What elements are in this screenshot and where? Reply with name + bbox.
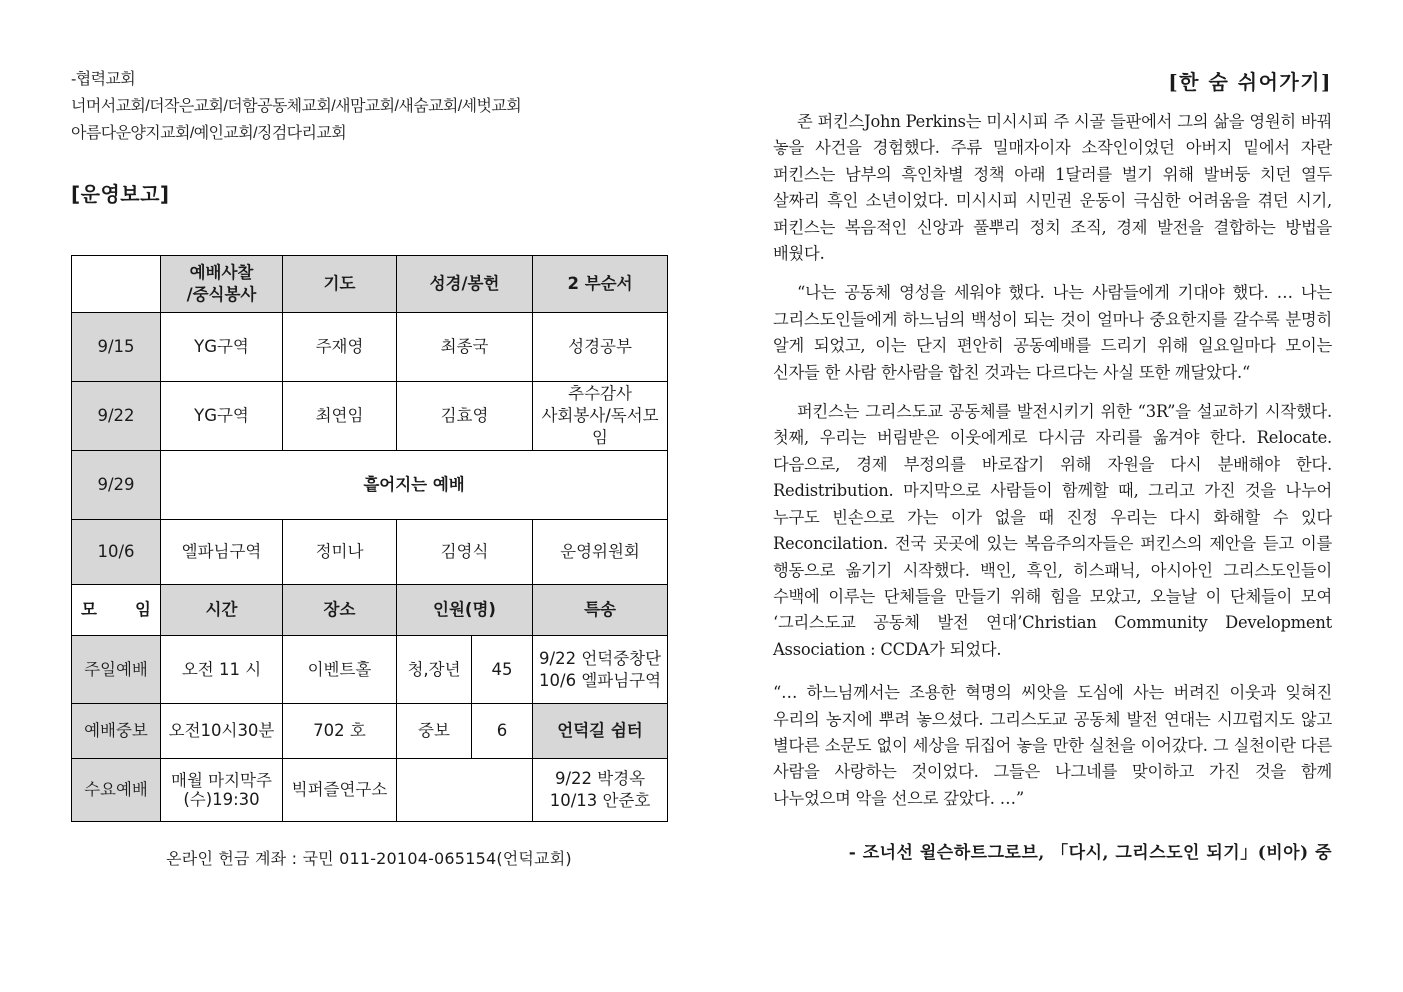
table-row [72,704,668,759]
meeting-time: 오전10시30분 [161,704,283,759]
schedule-table [71,255,668,822]
meeting-special: 언덕길 쉼터 [533,704,668,759]
row-part2: 성경공부 [533,313,668,382]
meeting-name: 수요예배 [72,759,161,822]
row-service: YG구역 [161,382,283,451]
meeting-header-place: 장소 [283,585,397,636]
rest-paragraph-1: 존 퍼킨스John Perkins는 미시시피 주 시골 들판에서 그의 삶을 영원히 바꿔 놓을 사건을 경험했다. 주류 밀매자이자 소작인이었던 아버지 밑에서 자란 퍼킨스는 남부의 흑인차별 정책 아래 1달러를 벌기 위해 발버둥 치던 열두 살짜리 흑인 소년이었다. 미시시피 시민권 운동이 극심한 어려움을 겪던 시기, 퍼킨스는 복음적인 신앙과 풀뿌리 정치 조직, 경제 발전을 결합하는 방법을 배웠다. [773,112,1332,264]
report-title: [운영보고] [71,182,170,206]
row-prayer: 최연임 [283,382,397,451]
meeting-name: 예배중보 [72,704,161,759]
row-part2: 추수감사 사회봉사/독서모임 [533,382,668,451]
row-part2: 운영위원회 [533,520,668,585]
row-bible: 김영식 [397,520,533,585]
partner-label: -협력교회 [71,71,136,88]
row-bible: 김효영 [397,382,533,451]
meeting-header-time: 시간 [161,585,283,636]
rest-title: [한 숨 쉬어가기] [1168,70,1332,94]
row-date: 9/22 [72,382,161,451]
header-part2: 2 부순서 [533,256,668,313]
meeting-people-empty [397,759,533,822]
right-column [773,66,1332,863]
rest-paragraph-4: “… 하느님께서는 조용한 혁명의 씨앗을 도심에 사는 버려진 이웃과 잊혀진 우리의 농지에 뿌려 놓으셨다. 그리스도교 공동체 발전 연대는 시끄럽지도 않고 별다른 소문도 없이 세상을 뒤집어 놓을 만한 실천을 이어갔다. 그 실천이란 다른 사람을 사랑하는 것이었다. 그들은 나그네를 맞이하고 가진 것을 함께 나누었으며 악을 선으로 갚았다. …” [773,683,1332,808]
row-bible: 최종국 [397,313,533,382]
meeting-time: 매월 마지막주 (수)19:30 [161,759,283,822]
row-date: 10/6 [72,520,161,585]
row-date: 9/29 [72,451,161,520]
table-row [72,759,668,822]
meeting-count: 45 [472,636,533,704]
partner-list-line2: 아름다운양지교회/예인교회/징검다리교회 [71,125,347,142]
meeting-special: 9/22 박경옥 10/13 안준호 [533,759,668,822]
table-row [72,451,668,520]
row-merged-event: 흩어지는 예배 [161,451,668,520]
meeting-time: 오전 11 시 [161,636,283,704]
meeting-place: 이벤트홀 [283,636,397,704]
meeting-who: 청,장년 [397,636,472,704]
meeting-header-name: 모 임 [72,585,161,636]
meeting-special: 9/22 언덕중창단 10/6 엘파님구역 [533,636,668,704]
row-date: 9/15 [72,313,161,382]
online-offering-account: 온라인 헌금 계좌 : 국민 011-20104-065154(언덕교회) [166,849,572,868]
meeting-header-people: 인원(명) [397,585,533,636]
meeting-count: 6 [472,704,533,759]
left-column [71,66,671,207]
table-row [72,313,668,382]
meeting-header-special: 특송 [533,585,668,636]
meeting-place: 702 호 [283,704,397,759]
meeting-header-row [72,585,668,636]
meeting-name: 주일예배 [72,636,161,704]
header-prayer: 기도 [283,256,397,313]
table-row [72,520,668,585]
schedule-header-row [72,256,668,313]
partner-list-line1: 너머서교회/더작은교회/더함공동체교회/새맘교회/새숨교회/세벗교회 [71,98,522,115]
rest-paragraph-2: “나는 공동체 영성을 세워야 했다. 나는 사람들에게 기대야 했다. … 나는 그리스도인들에게 하느님의 백성이 되는 것이 얼마나 중요한지를 갈수록 분명히 알게 되었고, 이는 단지 편안히 공동예배를 드리기 위해 일요일마다 모이는 신자들 한 사람 한사람을 합친 것과는 다르다는 사실 또한 깨달았다.“ [773,283,1332,382]
header-service: 예배사찰 /중식봉사 [161,256,283,313]
table-row [72,636,668,704]
row-prayer: 주재영 [283,313,397,382]
meeting-place: 빅퍼즐연구소 [283,759,397,822]
header-empty-cell [72,256,161,313]
table-row [72,382,668,451]
header-bible: 성경/봉헌 [397,256,533,313]
rest-source: - 조너선 윌슨하트그로브, 「다시, 그리스도인 되기」(비아) 중 [848,843,1332,864]
rest-paragraph-3: 퍼킨스는 그리스도교 공동체를 발전시키기 위한 “3R”을 설교하기 시작했다. 첫째, 우리는 버림받은 이웃에게로 다시금 자리를 옮겨야 한다. Relocate. 다음으로, 경제 부정의를 바로잡기 위해 자원을 다시 분배해야 한다. Redistribution. 마지막으로 사람들이 함께할 때, 그리고 가진 것을 나누어 누구도 빈손으로 가는 이가 없을 때 진정 우리는 다시 화해할 수 있다 Reconcilation. 전국 곳곳에 있는 복음주의자들은 퍼킨스의 제안을 듣고 이를 행동으로 옮기기 시작했다. 백인, 흑인, 히스패닉, 아시아인 그리스도인들이 수백에 이루는 단체들을 만들기 위해 힘을 모았고, 오늘날 이 단체들이 모여 ‘그리스도교 공동체 발전 연대’Christian Community Development Association : CCDA가 되었다. [773,402,1332,659]
meeting-who: 중보 [397,704,472,759]
row-service: 엘파님구역 [161,520,283,585]
row-prayer: 정미나 [283,520,397,585]
row-service: YG구역 [161,313,283,382]
